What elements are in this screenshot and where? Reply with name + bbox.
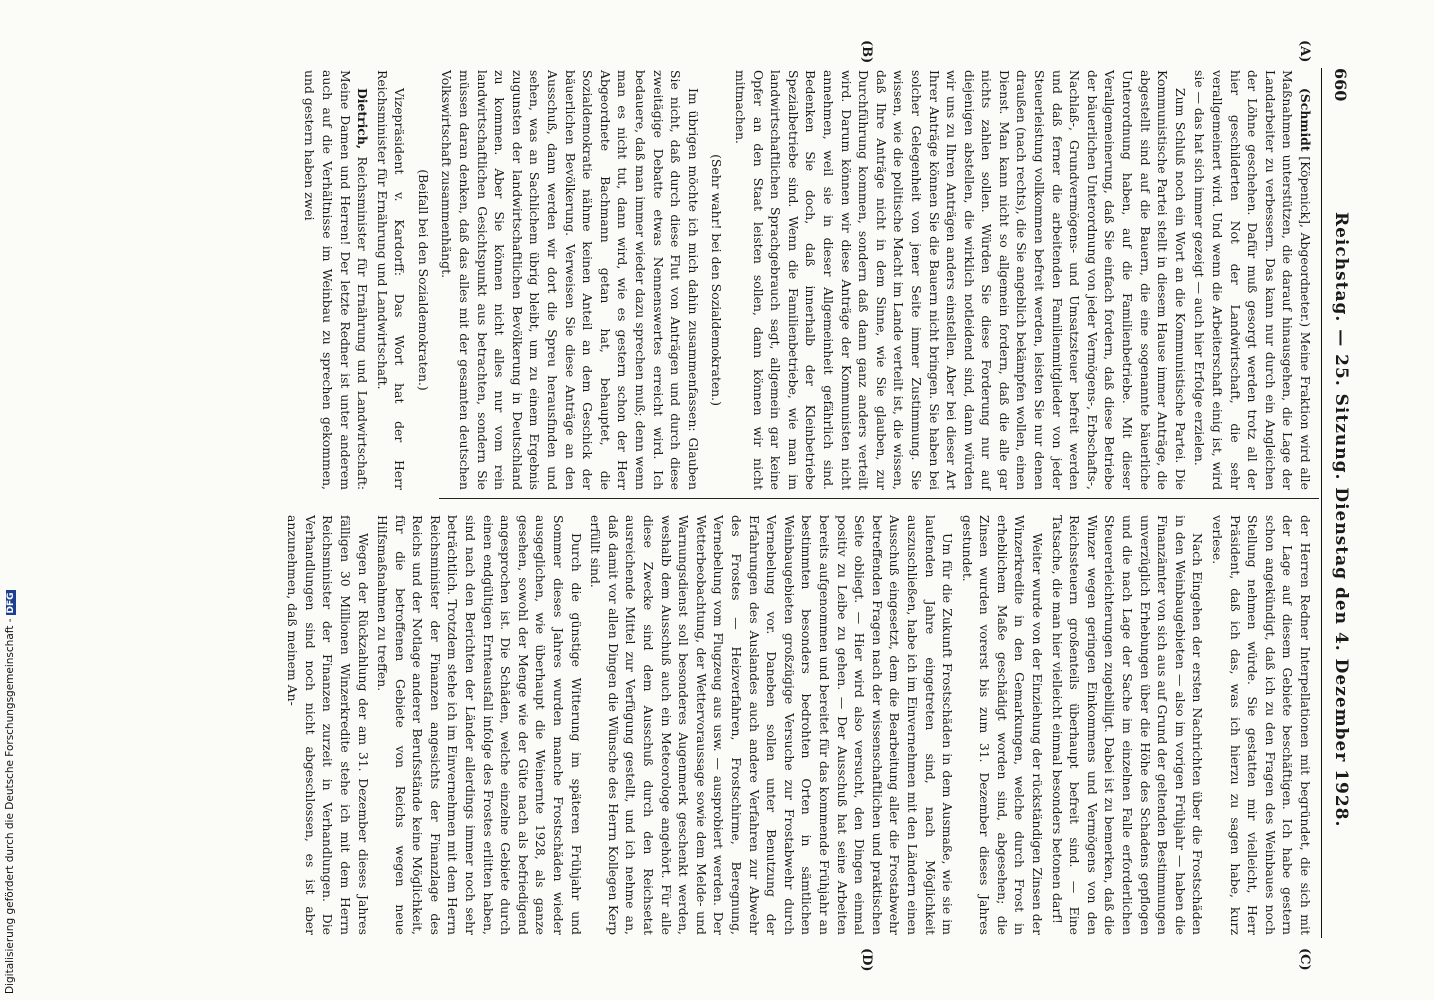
paragraph-text: Nach Eingehen der ersten Nachrichten über die Frostschäden in den Weinbaugebieten — also im vorigen Frühjahr — haben die Finanzämter von sich aus auf Grund der geltenden Bestimmungen unverzüglich Erhebungen über die Höhe des Schadens gepflogen und die nach Lage der Sache im einzelnen Falle erforderlichen Steuererleichterungen zugebilligt. Dabei ist zu bemerken, daß die Winzer wegen geringen Einkommens und Vermögens von den Reichssteuern großenteils überhaupt befreit sind. — Eine Tatsache, die man hier vielleicht einmal besonders betonen darf! xyxy=(1049,515,1206,935)
paragraph-text: Weiter wurde von der Einziehung der rückständigen Zinsen der Winzerkredite in den Gemarkungen, welche durch Frost in erheblichem Maße geschädigt worden sind, abgesehen; die Zinsen wurden vorerst bis zum 31. Dezember dieses Jahres gestundet. xyxy=(959,515,1046,935)
paragraph xyxy=(958,515,1046,935)
paragraph-text: der Herren Redner Interpellationen mit begründet, die sich mit der Lage auf diesem Gebiete beschäftigen. Ich habe gestern schon angekündigt, daß ich zu den Fragen des Weinbaues noch Stellung nehmen würde. Sie gestatten mir vielleicht, Herr Präsident, daß ich das, was ich hierzu zu sagen habe, kurz verlese. xyxy=(1210,515,1313,935)
margin-marker-b: (B) xyxy=(859,40,874,64)
column-divider xyxy=(439,498,1319,499)
paragraph xyxy=(414,70,432,490)
margin-marker-d: (D) xyxy=(859,948,874,972)
paragraph-text: Um für die Zukunft Frostschäden in dem Ausmaße, wie sie im laufenden Jahre eingetreten sind, nach Möglichkeit auszuschließen, habe ich im Einvernehmen mit den Ländern einen Ausschuß eingesetzt, dem die Bearbeitung aller die Frostabwehr betreffenden Fragen nach der wissenschaftlichen und praktischen Seite obliegt. — Hier wird also versucht, den Dingen einmal positiv zu Leibe zu gehen. — Der Ausschuß hat seine Arbeiten bereits aufgenommen und bereitet für das kommende Frühjahr an bestimmten besonders bedrohten Orten in sämtlichen Weinbaugebieten großzügige Versuche zur Frostabwehr durch Vernebelung vor. Daneben sollen unter Benutzung der Erfahrungen des Auslandes auch andere Verfahren zur Abwehr des Frostes — Heizverfahren, Frostschirme, Beregnung, Vernebelung vom Flugzeug aus usw. — ausprobiert werden. Der Wetterbeobachtung, der Wettervoraussage sowie dem Melde- und Warnungsdienst soll besonderes Augenmerk geschenkt werden, weshalb dem Ausschuß auch ein Meteorologe angehört. Für alle diese Zwecke sind dem Ausschuß durch den Reichsetat ausreichende Mittel zur Verfügung gestellt, und ich nehme an, daß damit vor allen Dingen die Wünsche des Herrn Kollegen Kerp erfüllt sind. xyxy=(588,515,956,935)
paragraph xyxy=(587,515,956,935)
page-number: 660 xyxy=(1331,68,1351,102)
paragraph-text: Durch die günstige Witterung im späteren Frühjahr und Sommer dieses Jahres wurden manche Frostschäden wieder ausgeglichen, wie überhaupt die Weinernte 1928, als ganze gesehen, sowohl der Menge wie der Güte nach als befriedigend angesprochen ist. Die Schäden, welche einzelne Gebiete durch einen endgültigen Ernteausfall infolge des Frostes erlitten haben, sind nach den Berichten der Länder allerdings immer noch sehr beträchtlich. Trotzdem stehe ich im Einvernehmen mit dem Herrn Reichsminister der Finanzen angesichts der Finanzlage des Reichs und der Notlage anderer Berufsstände keine Möglichkeit, für die betroffenen Gebiete von Reichs wegen neue Hilfsmaßnahmen zu treffen. xyxy=(375,515,584,935)
paragraph-text: (Beifall bei den Sozialdemokraten.) xyxy=(415,169,431,391)
paragraph xyxy=(438,70,702,490)
paragraph-text: Vizepräsident v. Kardorff: Das Wort hat der Herr Reichsminister für Ernährung und Landwirtschaft. xyxy=(374,70,408,490)
speaker-name: (Schmidt xyxy=(1298,88,1313,152)
paragraph-text: Wegen der Rückzahlung der am 31. Dezember dieses Jahres fälligen 30 Millionen Winzerkredite stehe ich mit dem Herrn Reichsminister der Finanzen zurzeit in Verhandlungen. Die Verhandlungen sind noch nicht abgeschlossen, es ist aber anzunehmen, daß meinem An- xyxy=(285,515,371,935)
page-header xyxy=(1326,68,1356,938)
paragraph-text: Zum Schluß noch ein Wort an die Kommunistische Partei. Die Kommunistische Partei stellt in diesem Hause immer Anträge, die abgestellt sind auf die Bauern, die eine sogenannte bäuerliche Unterordnung haben, auf die Familienbetriebe. Mit dieser Verallgemeinerung, daß Sie einfach fordern, daß diese Betriebe der bäuerlichen Unterordnung von jeder Vermögens-, Erbschafts-, Nachlaß-, Grundvermögens- und Umsatzsteuer befreit werden und daß ferner die arbeitenden Familienmitglieder von jeder Steuerleistung vollkommen befreit werden, leisten Sie nur denen draußen (nach rechts), die Sie angeblich bekämpfen wollen, einen Dienst. Man kann nicht so allgemein fordern, daß die alle gar nichts zahlen sollen. Würden Sie diese Forderung nur auf diejenigen abstellen, die wirklich notleidend sind, dann würden wir uns zu Ihren Anträgen anders einstellen. Aber bei dieser Art Ihrer Anträge können Sie die Bauern nicht bringen. Sie haben bei solcher Gelegenheit von jener Seite immer Zustimmung. Sie wissen, wie die politische Macht im Lande verteilt ist, die wissen, daß Ihre Anträge nicht in dem Sinne, wie Sie glauben, zur Durchführung kommen, sondern daß dann ganz anders verteilt wird. Darum können wir diese Anträge der Kommunisten nicht annehmen, weil sie in dieser Allgemeinheit gefährlich sind. Bedenken Sie doch, daß innerhalb der Kleinbetriebe Spezialbetriebe sind. Wenn die Familienbetriebe, wie man im landwirtschaftlichen Sprachgebrauch sagt, allgemein gar keine Opfer an den Staat leisten sollen, dann können wir nicht mitmachen. xyxy=(733,70,1188,490)
paragraph xyxy=(731,70,1188,490)
right-column xyxy=(282,515,1314,935)
paragraph xyxy=(373,70,408,490)
digitization-credit xyxy=(4,592,18,994)
header-rule xyxy=(1321,68,1322,938)
paragraph-text: Im übrigen möchte ich mich dahin zusammenfassen: Glauben Sie nicht, daß durch diese Flut von Anträgen und durch diese zweitägige Debatte etwas Nennenswertes erreicht wird. Ich bedauere, daß man immer wieder dazu sprechen muß; denn wenn man es nicht tut, dann wird, wie es gestern schon der Herr Abgeordnete Bachmann getan hat, behauptet, die Sozialdemokratie nähme keinen Anteil an dem Geschick der bäuerlichen Bevölkerung. Verweisen Sie diese Anträge an den Ausschuß, dann werden wir dort die Spreu herausfinden und sehen, was an Sachlichem übrig bleibt, um zu einem Ergebnis zugunsten der landwirtschaftlichen Bevölkerung in Deutschland zu kommen. Aber Sie können nicht alles nur vom rein landwirtschaftlichen Gesichtspunkt aus betrachten, sondern Sie müssen daran denken, daß das alles mit der gesamten deutschen Volkswirtschaft zusammenhängt. xyxy=(439,70,701,490)
paragraph xyxy=(1208,515,1314,935)
speaker-role: [Köpenick], Abgeordneter.) xyxy=(1298,151,1313,328)
speaker-name: Dietrich, xyxy=(355,88,371,150)
paragraph xyxy=(284,515,372,935)
margin-marker-a: (A) xyxy=(1297,40,1312,63)
paragraph-text: (Sehr wahr! bei den Sozialdemokraten.) xyxy=(709,154,725,406)
paragraph xyxy=(1048,515,1206,935)
paragraph xyxy=(708,70,726,490)
paragraph xyxy=(374,515,585,935)
dfg-logo: DFG xyxy=(6,592,16,614)
speaker-role: Reichsminister für Ernährung und Landwirtschaft: xyxy=(355,149,371,490)
paragraph-text: Meine Fraktion wird alle Maßnahmen unterstützen, die darauf hinausgehen, die Lage der Landarbeiter zu verbessern. Das kann nur durch ein Angleichen der Löhne geschehen. Dafür muß gesorgt werden trotz all der hier geschilderten Not der Landwirtschaft, die sehr verallgemeinert wird. Und wenn die Arbeiterschaft einig ist, wird sie — das hat sich immer gezeigt — auch hier Erfolge erzielen. xyxy=(1192,70,1313,490)
left-column xyxy=(299,70,1314,490)
paragraph xyxy=(301,70,371,490)
credit-text: Digitalisierung gefördert durch die Deutsche Forschungsgemeinschaft - xyxy=(4,618,16,994)
page-title: Reichstag. — 25. Sitzung. Dienstag den 4. Dezember 1928. xyxy=(1331,211,1351,828)
margin-marker-c: (C) xyxy=(1297,948,1312,971)
paragraph xyxy=(1191,70,1314,490)
paragraph-text: Meine Damen und Herren! Der letzte Redner ist unter anderem auch auf die Verhältnisse im Weinbau zu sprechen gekommen, und gestern haben zwei xyxy=(302,70,353,490)
